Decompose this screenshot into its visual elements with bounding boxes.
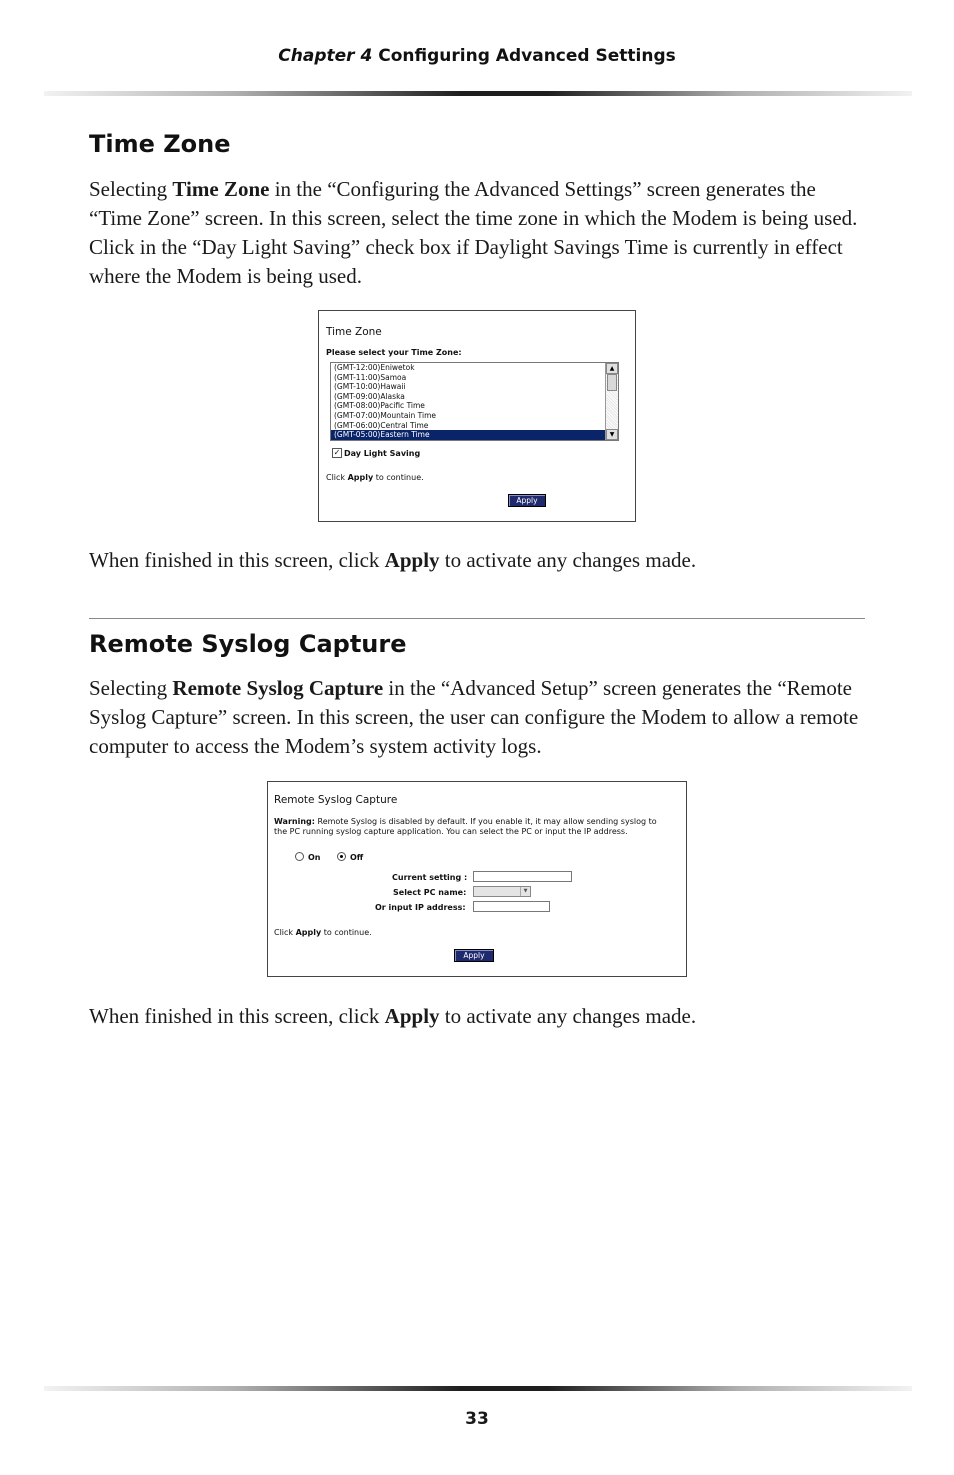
scroll-down-icon[interactable]: ▼ (606, 429, 618, 440)
page-number: 33 (465, 1409, 489, 1429)
syslog-warning-line2: the PC running syslog capture application. You can select the PC or input the IP address. (274, 827, 628, 836)
footer-rule (44, 1386, 912, 1391)
radio-off[interactable] (337, 852, 346, 861)
time-zone-intro: Selecting Time Zone in the “Configuring the Advanced Settings” screen generates the “Time Zone” screen. In this screen, select the time zone in which the Modem is being used. Click in the “Day Light Saving” check box if Daylight Savings Time is currently in effect where the Modem is being used. (89, 177, 858, 288)
ip-address-input[interactable] (473, 901, 550, 912)
tz-prompt: Please select your Time Zone: (326, 348, 462, 357)
syslog-screen-title: Remote Syslog Capture (274, 794, 398, 806)
tz-scrollbar[interactable] (605, 363, 618, 440)
tz-click-apply-text: Click Apply to continue. (326, 473, 424, 482)
tz-apply-button[interactable]: Apply (508, 494, 546, 507)
syslog-warning-line1: Warning: Remote Syslog is disabled by default. If you enable it, it may allow sending syslog to (274, 817, 657, 826)
time-zone-outro: When finished in this screen, click Apply to activate any changes made. (89, 548, 697, 572)
time-zone-option[interactable]: (GMT-06:00)Central Time (334, 420, 429, 430)
ip-address-label: Or input IP address: (375, 903, 466, 912)
time-zone-listbox[interactable] (330, 362, 619, 441)
scroll-thumb[interactable] (607, 374, 617, 391)
daylight-saving-checkbox[interactable]: ✓ (333, 448, 341, 457)
time-zone-option[interactable]: (GMT-12:00)Eniwetok (334, 363, 415, 372)
time-zone-option[interactable]: (GMT-08:00)Pacific Time (334, 401, 425, 411)
syslog-screenshot (267, 781, 687, 977)
radio-off-label: Off (350, 853, 364, 862)
tz-screen-title: Time Zone (326, 326, 382, 338)
section-divider (89, 618, 865, 619)
current-setting-label: Current setting : (392, 873, 468, 882)
time-zone-option[interactable]: (GMT-09:00)Alaska (334, 391, 405, 401)
syslog-intro: Selecting Remote Syslog Capture in the “Advanced Setup” screen generates the “Remote Syslog Capture” screen. In this screen, the user can configure the Modem to allow a remote computer to access the Modem’s system activity logs. (89, 676, 859, 758)
radio-on[interactable] (295, 852, 304, 861)
time-zone-heading: Time Zone (89, 130, 231, 158)
daylight-saving-label: Day Light Saving (344, 449, 421, 458)
time-zone-option[interactable]: (GMT-07:00)Mountain Time (334, 410, 437, 420)
current-setting-field[interactable] (473, 871, 572, 882)
syslog-outro: When finished in this screen, click Apply to activate any changes made. (89, 1004, 697, 1028)
scroll-up-icon[interactable]: ▲ (606, 363, 618, 374)
radio-on-label: On (308, 853, 321, 862)
chapter-title: Configuring Advanced Settings (378, 46, 676, 66)
syslog-heading: Remote Syslog Capture (89, 630, 407, 658)
time-zone-option[interactable]: (GMT-05:00)Eastern Time (331, 430, 618, 440)
header-rule (44, 91, 912, 96)
select-pc-label: Select PC name: (393, 888, 467, 897)
chapter-label: Chapter 4 (278, 46, 373, 66)
time-zone-option[interactable]: (GMT-10:00)Hawaii (334, 382, 406, 392)
syslog-apply-button[interactable]: Apply (454, 949, 494, 962)
chevron-down-icon: ▼ (520, 887, 530, 896)
syslog-click-apply-text: Click Apply to continue. (274, 928, 372, 937)
time-zone-screenshot (318, 310, 636, 522)
time-zone-option[interactable]: (GMT-11:00)Samoa (334, 372, 407, 382)
running-header (0, 46, 954, 66)
select-pc-dropdown[interactable] (473, 886, 531, 897)
